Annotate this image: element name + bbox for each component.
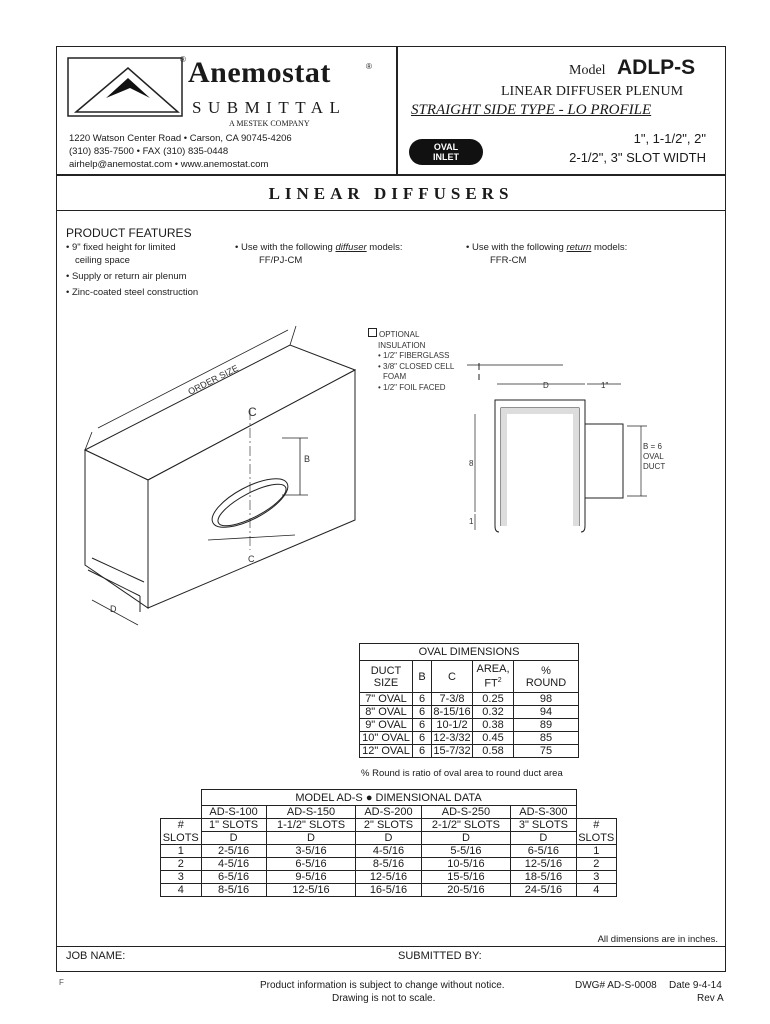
return-models-text: • Use with the following return models: FFR-CM (466, 242, 628, 266)
model-label: Model (569, 63, 606, 78)
subtitle-1: LINEAR DIFFUSER PLENUM (501, 84, 684, 99)
table-row: 8" OVAL 6 8-15/16 0.32 94 (360, 706, 579, 719)
one-inch-label: 1" (601, 381, 609, 390)
oval-badge-line1: OVAL (433, 142, 459, 152)
table-row: 12" OVAL 6 15-7/32 0.58 75 (360, 745, 579, 758)
feature-item: • Supply or return air plenum (66, 271, 187, 282)
slot-line-1: 1", 1-1/2", 2" (633, 131, 706, 146)
diffuser-models: FF/PJ-CM (259, 255, 303, 266)
plenum-section-drawing (455, 360, 695, 540)
job-name-label: JOB NAME: (66, 950, 126, 962)
logo-triangle-icon (66, 56, 186, 118)
table-row: 9" OVAL 6 10-1/2 0.38 89 (360, 719, 579, 732)
b6-label: B = 6 (643, 442, 662, 451)
oval-header-duct: DUCT SIZE (360, 661, 413, 693)
centerline-label: C (248, 405, 257, 419)
table-row: 10" OVAL 6 12-3/32 0.45 85 (360, 732, 579, 745)
table-row: 2 4-5/16 6-5/16 8-5/16 10-5/16 12-5/16 2 (161, 858, 617, 871)
company-label: A MESTEK COMPANY (229, 119, 310, 128)
eight-label: 8 (469, 459, 474, 468)
section-d-label: D (543, 381, 549, 390)
table-row: 1 2-5/16 3-5/16 4-5/16 5-5/16 6-5/16 1 (161, 845, 617, 858)
model-number: ADLP-S (617, 56, 696, 79)
oval-table-note: % Round is ratio of oval area to round duct area (361, 768, 563, 779)
order-size-label: ORDER SIZE (186, 362, 240, 397)
oval-header-b: B (413, 661, 432, 693)
table-row: 7" OVAL 6 7-3/8 0.25 98 (360, 693, 579, 706)
feature-item: ceiling space (75, 255, 130, 266)
one-label: 1 (469, 517, 474, 526)
submittal-label: SUBMITTAL (192, 98, 347, 117)
d-label: D (110, 604, 117, 614)
notice-line-1: Product information is subject to change without notice. (260, 980, 505, 991)
address: 1220 Watson Center Road • Carson, CA 90745-4206 (69, 133, 292, 144)
oval-dimensions-table (359, 643, 579, 758)
optional-insulation: OPTIONAL INSULATION • 1/2" FIBERGLASS • 3/8" CLOSED CELL FOAM • 1/2" FOIL FACED (368, 328, 454, 393)
registered-mark-2: ® (366, 62, 372, 71)
diffuser-models-text: • Use with the following diffuser models: FF/PJ-CM (235, 242, 403, 266)
table-row: 4 8-5/16 12-5/16 16-5/16 20-5/16 24-5/16 4 (161, 884, 617, 897)
notice-line-2: Drawing is not to scale. (332, 993, 436, 1004)
return-models: FFR-CM (490, 255, 527, 266)
c-label: C (248, 554, 255, 564)
b-label: B (304, 454, 311, 464)
phone: (310) 835-7500 • FAX (310) 835-0448 (69, 146, 229, 157)
logo-name: Anemostat (188, 56, 331, 89)
job-submitted-divider (56, 946, 726, 947)
drawing-date: Date 9-4-14 (669, 980, 722, 991)
all-dimensions-note: All dimensions are in inches. (597, 934, 718, 945)
dim-table-title: MODEL AD-S ● DIMENSIONAL DATA (201, 790, 576, 806)
subtitle-2: STRAIGHT SIDE TYPE - LO PROFILE (411, 102, 652, 118)
oval-table-title: OVAL DIMENSIONS (360, 644, 579, 661)
web: airhelp@anemostat.com • www.anemostat.com (69, 159, 269, 170)
page-letter: F (59, 978, 64, 987)
features-list (66, 241, 198, 299)
slot-line-2: 2-1/2", 3" SLOT WIDTH (569, 150, 706, 165)
plenum-isometric-drawing (60, 320, 360, 630)
submitted-by-label: SUBMITTED BY: (398, 950, 482, 962)
checkbox-icon[interactable] (368, 328, 377, 337)
logo (66, 56, 186, 118)
oval-header-round: % ROUND (514, 661, 579, 693)
duct-label: DUCT (643, 462, 666, 471)
oval-badge-line2: INLET (433, 152, 459, 162)
feature-item: • Zinc-coated steel construction (66, 287, 199, 298)
dimensional-data-table: MODEL AD-S ● DIMENSIONAL DATA AD-S-100 AD-S-150 AD-S-200 AD-S-250 AD-S-300 # 1" SLOTS 1-1/2" SLOTS 2" SLOTS 2-1/2" SLOTS 3" SLOTS # SLOTS D D D D D SLOTS 1 2-5/16 3-5/16 4-5/16 5-5/16 6-5/16 1 2 4-5/16 6-5/16 8-5/16 10-5/16 12-5/16 2 3 6-5/16 9-5/16 12-5/16 15-5/16 18-5/16 3 4 8-5/16 12-5/16 16-5/16 20-5/16 24-5/16 4 (160, 789, 617, 897)
drawing-number: DWG# AD-S-0008 (575, 980, 657, 991)
oval-header-c: C (432, 661, 473, 693)
oval-label: OVAL (643, 452, 664, 461)
table-row: 3 6-5/16 9-5/16 12-5/16 15-5/16 18-5/16 3 (161, 871, 617, 884)
registered-mark: ® (180, 55, 186, 64)
section-title: LINEAR DIFFUSERS (268, 184, 514, 203)
revision: Rev A (697, 993, 724, 1004)
oval-inlet-badge (409, 139, 483, 165)
feature-item: • 9" fixed height for limited (66, 242, 176, 253)
oval-header-area: AREA, $FT^2$ (473, 661, 514, 693)
features-heading: PRODUCT FEATURES (66, 226, 192, 240)
